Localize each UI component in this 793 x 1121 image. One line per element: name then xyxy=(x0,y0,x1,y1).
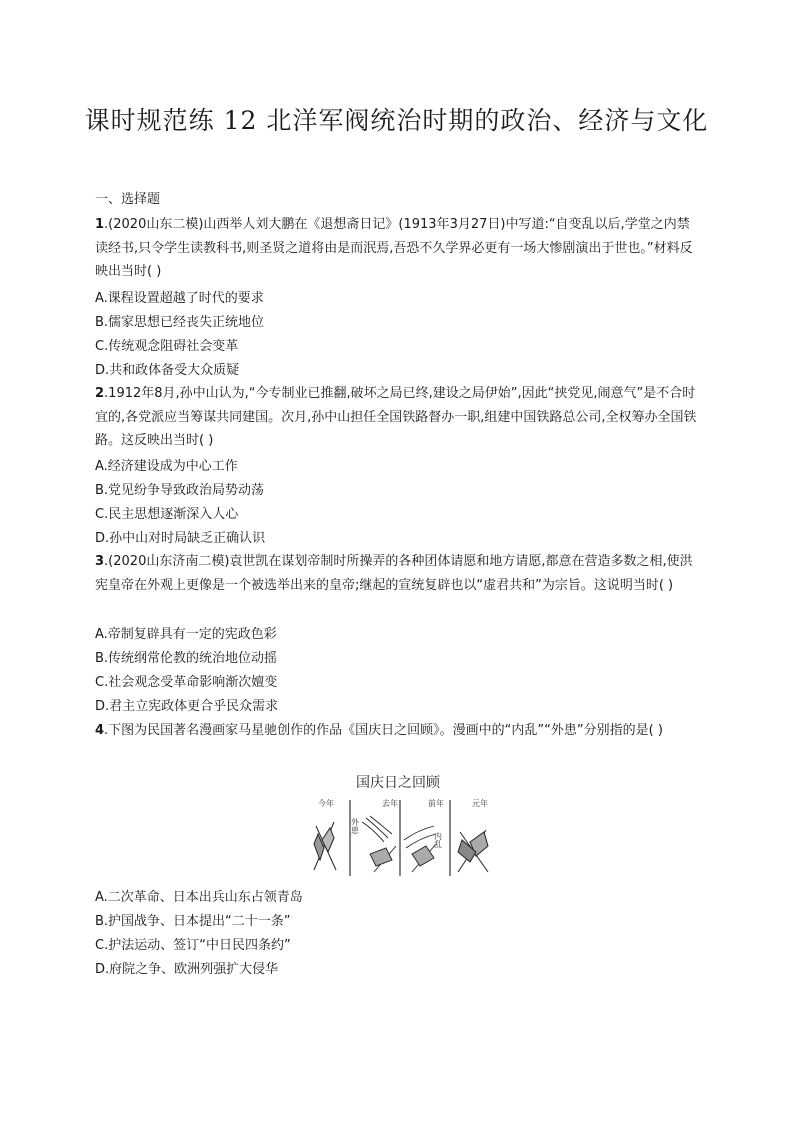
question-3-option-c: C.社会观念受革命影响渐次嬗变 xyxy=(95,675,278,690)
question-text: .下图为民国著名漫画家马星驰创作的作品《国庆日之回顾》。漫画中的“内乱”“外患”分别指的是( ) xyxy=(104,723,663,738)
question-4-option-d: D.府院之争、欧洲列强扩大侵华 xyxy=(95,962,279,977)
question-2-option-c: C.民主思想逐渐深入人心 xyxy=(95,507,239,522)
page-title: 课时规范练 12 北洋军阀统治时期的政治、经济与文化 xyxy=(84,106,709,135)
cartoon-caption: 国庆日之回顾 xyxy=(356,775,440,791)
question-2-option-d: D.孙中山对时局缺乏正确认识 xyxy=(95,531,266,546)
question-1-option-b: B.儒家思想已经丧失正统地位 xyxy=(95,315,265,330)
question-1-option-d: D.共和政体备受大众质疑 xyxy=(95,363,240,378)
question-2-option-b: B.党见纷争导致政治局势动荡 xyxy=(95,483,265,498)
question-number: 4 xyxy=(95,723,105,738)
panel-label-1: 今年 xyxy=(318,799,334,808)
question-3-option-b: B.传统纲常伦教的统治地位动摇 xyxy=(95,651,278,666)
crossed-flags-drawing xyxy=(458,830,488,872)
question-text: .(2020山东济南二模)袁世凯在谋划帝制时所操弄的各种团体请愿和地方请愿,都意在营造多数之相,使洪宪皇帝在外观上更像是一个被选举出来的皇帝;继起的宣统复辟也以“虚君共和”为宗旨。这说明当时( ) xyxy=(95,554,693,593)
question-1-option-a: A.课程设置超越了时代的要求 xyxy=(95,291,264,306)
cartoon-figure xyxy=(300,770,496,880)
question-4-option-b: B.护国战争、日本提出“二十一条” xyxy=(95,914,291,929)
tattered-flag-drawing xyxy=(314,822,336,870)
question-3-stem xyxy=(95,550,697,597)
question-1-option-c: C.传统观念阻碍社会变革 xyxy=(95,339,239,354)
question-4-option-c: C.护法运动、签订“中日民四条约” xyxy=(95,938,291,953)
section-heading: 一、选择题 xyxy=(95,192,161,207)
question-number: 1 xyxy=(95,217,105,232)
panel-label-4: 元年 xyxy=(472,799,488,808)
question-2-stem xyxy=(95,382,697,453)
panel-label-2: 去年 xyxy=(382,799,398,808)
question-text: .(2020山东二模)山西举人刘大鹏在《退想斋日记》(1913年3月27日)中写道:“自变乱以后,学堂之内禁读经书,只令学生读教科书,则圣贤之道将由是而泯焉,吾恐不久学界必更有一场大惨剧演出于世也。”材料反映出当时( ) xyxy=(95,217,693,279)
question-number: 3 xyxy=(95,554,105,569)
attacked-flag-drawing xyxy=(362,816,396,872)
panel-label-3: 前年 xyxy=(428,799,444,808)
question-2-option-a: A.经济建设成为中心工作 xyxy=(95,459,238,474)
attacked-flag-drawing xyxy=(404,826,436,872)
label-foreign-trouble: 外患 xyxy=(350,818,360,834)
question-4-option-a: A.二次革命、日本出兵山东占领青岛 xyxy=(95,890,303,905)
question-number: 2 xyxy=(95,386,105,401)
question-3-option-d: D.君主立宪政体更合乎民众需求 xyxy=(95,699,279,714)
question-3-option-a: A.帝制复辟具有一定的宪政色彩 xyxy=(95,627,277,642)
question-4-stem xyxy=(95,719,697,743)
question-1-stem xyxy=(95,213,697,284)
label-internal-trouble: 内乱 xyxy=(433,832,443,848)
question-text: .1912年8月,孙中山认为,“今专制业已推翻,破坏之局已终,建设之局伊始”,因此“挟党见,闹意气”是不合时宜的,各党派应当筹谋共同建国。次月,孙中山担任全国铁路督办一职,组建中国铁路总公司,全权筹办全国铁路。这反映出当时( ) xyxy=(95,386,697,448)
